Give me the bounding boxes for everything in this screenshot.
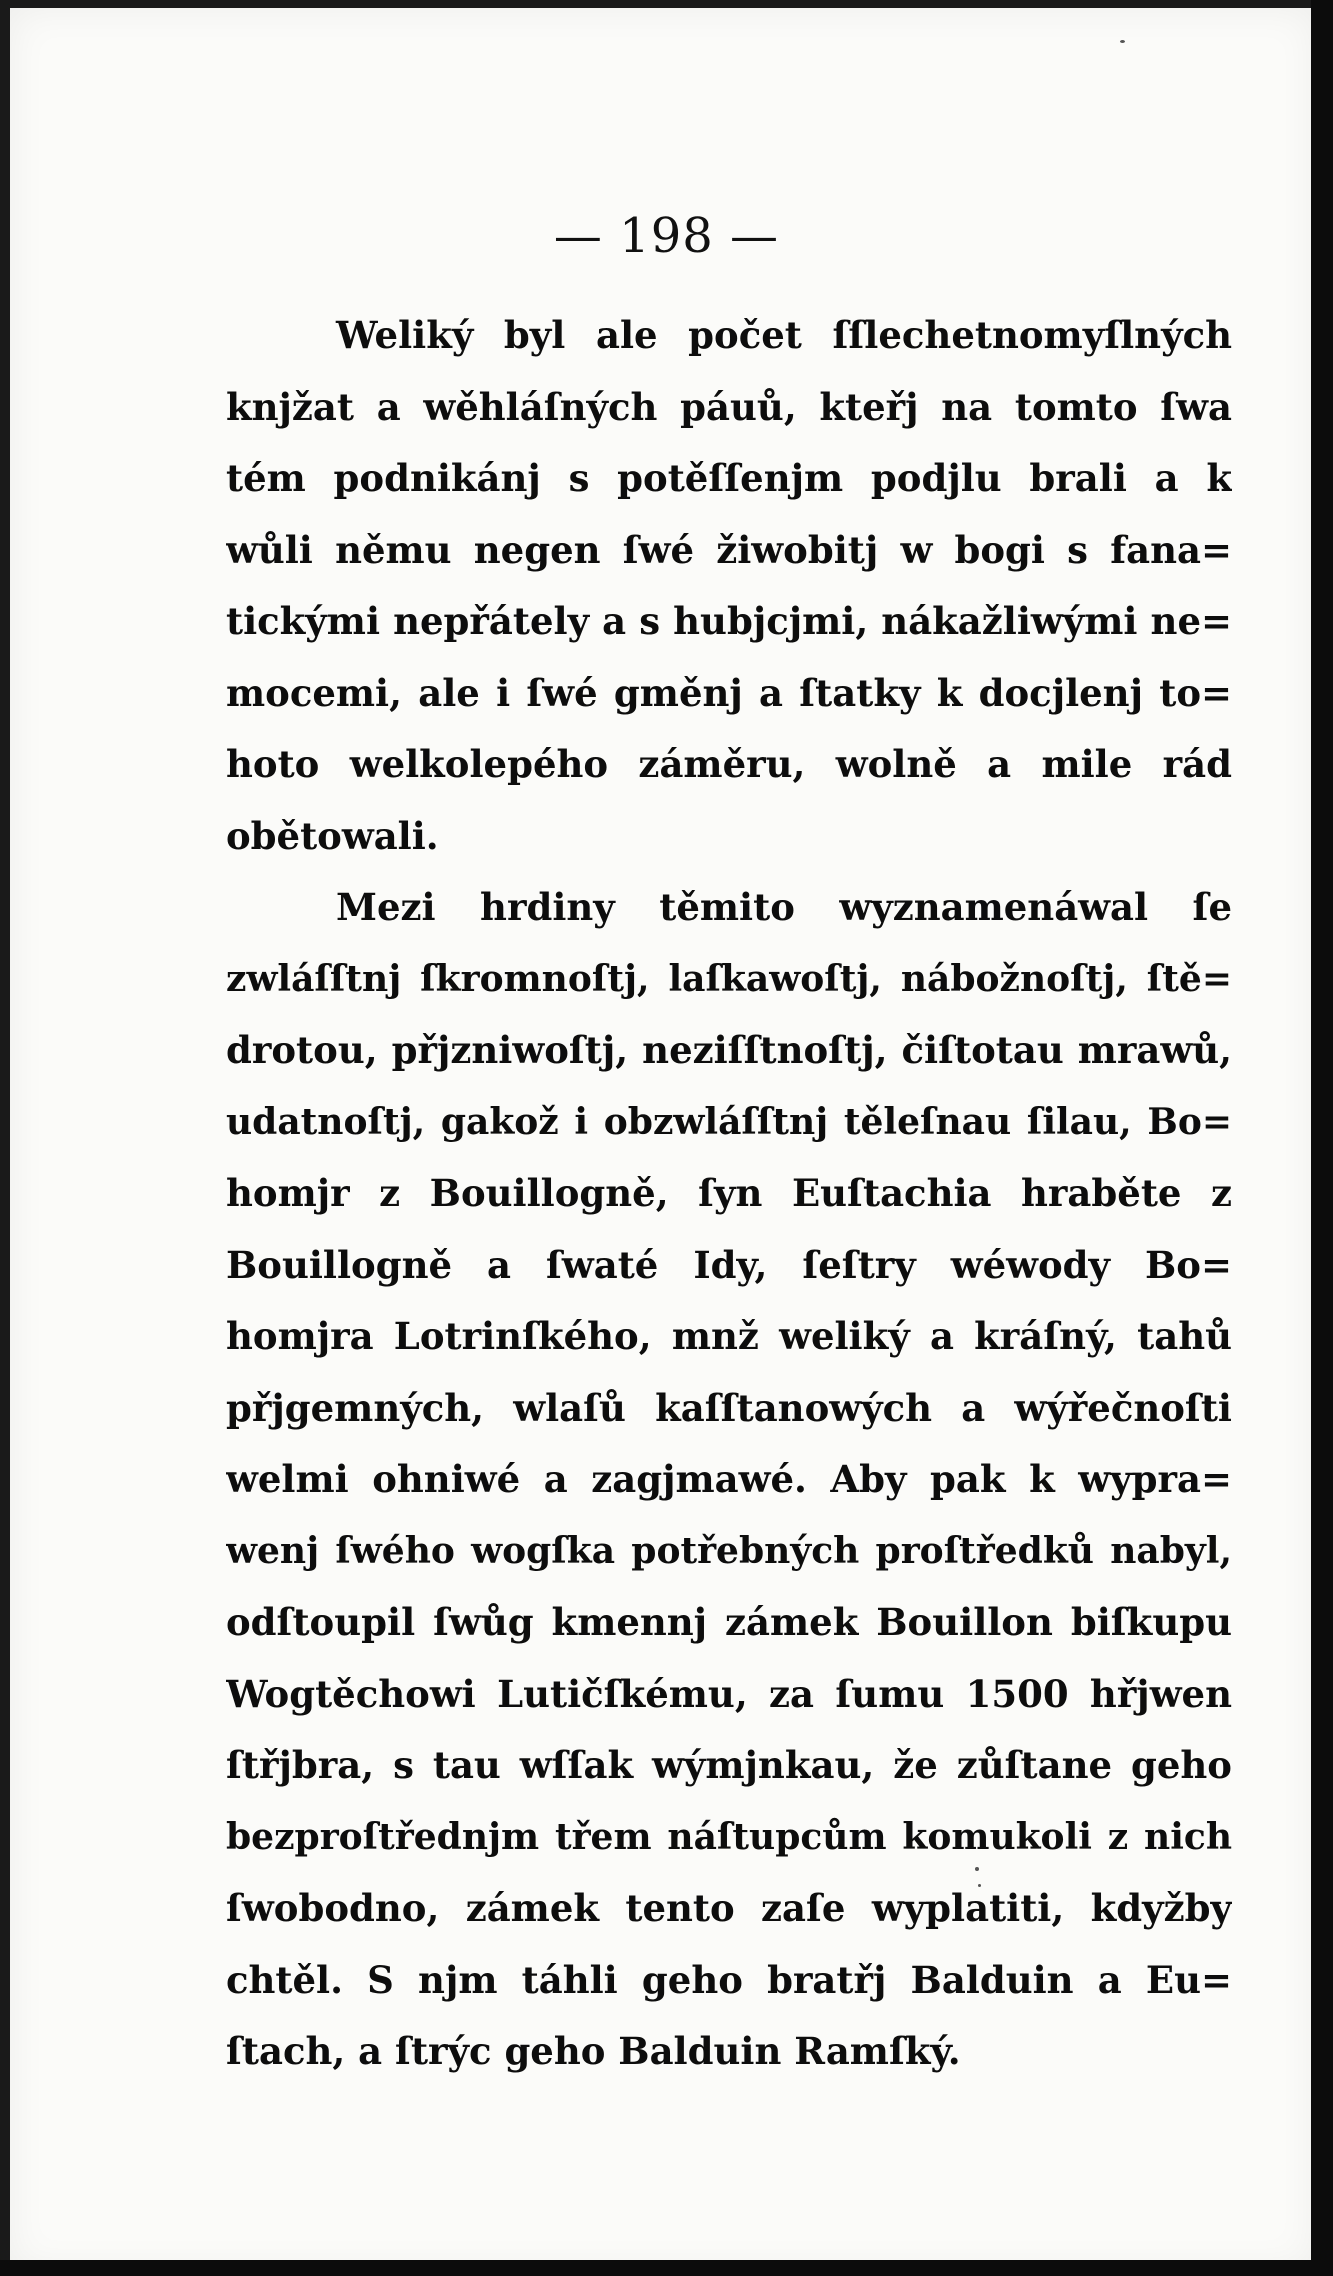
text-line: Wogtěchowi Lutičſkému, za ſumu 1500 hřjwen: [226, 1671, 1232, 1716]
text-line: odſtoupil ſwůg kmennj zámek Bouillon biſkupu: [226, 1600, 1232, 1644]
text-line: tém podnikánj s potěſſenjm podjlu brali a k: [226, 456, 1232, 500]
text-line: wůli němu negen ſwé žiwobitj w bogi s fana=: [226, 527, 1232, 572]
page-number: — 198 —: [553, 208, 780, 264]
text-line: bezproſtřednjm třem náſtupcům komukoli z nich: [226, 1815, 1232, 1858]
text-line: chtěl. S njm táhli geho bratřj Balduin a Eu=: [226, 1957, 1232, 2002]
text-line: obětowali.: [226, 813, 439, 858]
text-line: welmi ohniwé a zagjmawé. Aby pak k wypra=: [226, 1457, 1232, 1501]
text-line: zwláſſtnj ſkromnoſtj, laſkawoſtj, nábožnoſtj, ſtě=: [226, 957, 1232, 1000]
text-line: Weliký byl ale počet ſſlechetnomyſlných: [336, 313, 1232, 357]
text-line: wenj ſwého wogſka potřebných proſtředků nabyl,: [226, 1529, 1232, 1572]
text-line: drotou, přjzniwoſtj, neziſſtnoſtj, čiſtotau mrawů,: [226, 1028, 1232, 1072]
text-line: knjžat a wěhláſných páuů, kteřj na tomto ſwa: [226, 384, 1232, 429]
text-line: udatnoſtj, gakož i obzwláſſtnj těleſnau ſilau, Bo=: [226, 1100, 1232, 1143]
text-line: přjgemných, wlaſů kaſſtanowých a wýřečnoſti: [226, 1385, 1232, 1430]
paper-speck: [1120, 40, 1125, 43]
text-line: tickými nepřátely a s hubjcjmi, nákažliwými ne=: [226, 599, 1232, 643]
text-line: homjr z Bouillogně, ſyn Euſtachia hraběte z: [226, 1171, 1232, 1215]
text-line: mocemi, ale i ſwé gměnj a ſtatky k docjlenj to=: [226, 670, 1232, 715]
text-line: homjra Lotrinſkého, mnž weliký a kráſný, tahů: [226, 1314, 1232, 1358]
scan-edge-right: [1311, 0, 1333, 2276]
body-text: [226, 300, 1232, 2088]
text-line: Bouillogně a ſwaté Idy, ſeſtry wéwody Bo=: [226, 1242, 1232, 1287]
text-line: ſtřjbra, s tau wſſak wýmjnkau, že zůſtane geho: [226, 1743, 1232, 1787]
text-line: ſtach, a ſtrýc geho Balduin Ramſký.: [226, 2029, 961, 2073]
text-line: Mezi hrdiny těmito wyznamenáwal ſe: [336, 885, 1232, 929]
scan-edge-bottom: [0, 2260, 1333, 2276]
text-line: ſwobodno, zámek tento zaſe wyplatiti, kdyžby: [226, 1886, 1232, 1930]
text-line: hoto welkolepého záměru, wolně a mile rád: [226, 742, 1232, 786]
